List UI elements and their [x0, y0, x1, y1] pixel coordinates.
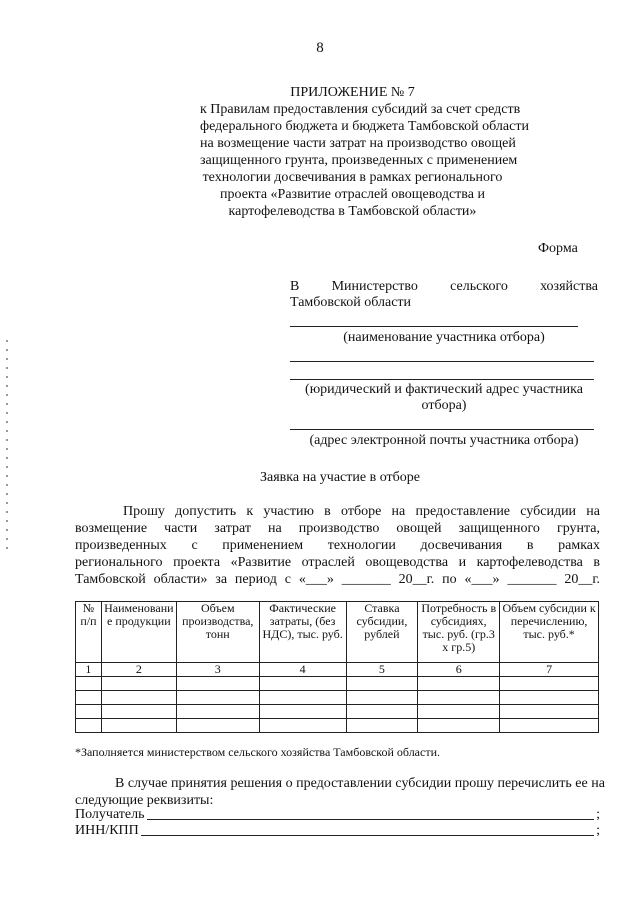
inn-kpp-label: ИНН/КПП — [75, 823, 139, 838]
column-number: 7 — [500, 663, 599, 677]
table-cell[interactable] — [259, 705, 346, 719]
table-cell[interactable] — [176, 677, 259, 691]
table-cell[interactable] — [346, 719, 418, 733]
column-number: 6 — [418, 663, 500, 677]
appendix-line: на возмещение части затрат на производство овощей — [200, 136, 516, 151]
participant-address-caption-2: отбора) — [421, 398, 467, 413]
table-header-row — [76, 602, 599, 663]
participant-name-caption: (наименование участника отбора) — [343, 330, 545, 345]
participant-email-caption: (адрес электронной почты участника отбора) — [309, 433, 579, 448]
addressee-word: сельского — [450, 279, 508, 294]
table-header-cell: Потребность в субсидиях, тыс. руб. (гр.3 х гр.5) — [418, 602, 500, 663]
table-cell[interactable] — [101, 705, 176, 719]
participant-address-caption-1: (юридический и фактический адрес участника — [305, 382, 583, 397]
appendix-line: технологии досвечивания в рамках регионального — [202, 170, 503, 185]
table-header-cell: Объем производства, тонн — [176, 602, 259, 663]
paragraph-line: следующие реквизиты: — [75, 793, 214, 808]
table-cell[interactable] — [418, 691, 500, 705]
table-cell[interactable] — [76, 705, 102, 719]
table-cell[interactable] — [346, 691, 418, 705]
participant-name-field[interactable] — [290, 326, 578, 327]
paragraph-line: произведенных с применением технологии досвечивания в рамках — [75, 538, 600, 553]
recipient-label: Получатель — [75, 807, 145, 822]
table-cell[interactable] — [76, 677, 102, 691]
table-cell[interactable] — [76, 719, 102, 733]
table-cell[interactable] — [418, 677, 500, 691]
table-row — [76, 705, 599, 719]
appendix-line: к Правилам предоставления субсидий за счет средств — [200, 102, 521, 117]
table-column-numbers-row — [76, 663, 599, 677]
table-row — [76, 719, 599, 733]
table-cell[interactable] — [176, 705, 259, 719]
subsidy-table — [75, 601, 599, 733]
table-row — [76, 691, 599, 705]
table-cell[interactable] — [500, 677, 599, 691]
table-cell[interactable] — [259, 677, 346, 691]
table-footnote: *Заполняется министерством сельского хозяйства Тамбовской области. — [75, 745, 441, 759]
column-number: 3 — [176, 663, 259, 677]
table-cell[interactable] — [101, 677, 176, 691]
addressee-line-2: Тамбовской области — [290, 295, 412, 310]
appendix-title: ПРИЛОЖЕНИЕ № 7 — [290, 85, 415, 100]
form-label: Форма — [538, 241, 578, 256]
inn-kpp-row — [75, 823, 600, 839]
table-cell[interactable] — [76, 691, 102, 705]
appendix-line: федерального бюджета и бюджета Тамбовской области — [200, 119, 529, 134]
column-number: 2 — [101, 663, 176, 677]
table-cell[interactable] — [101, 691, 176, 705]
recipient-terminator: ; — [596, 807, 600, 822]
table-header-cell: № п/п — [76, 602, 102, 663]
table-cell[interactable] — [176, 691, 259, 705]
table-cell[interactable] — [346, 677, 418, 691]
table-header-cell: Фактические затраты, (без НДС), тыс. руб. — [259, 602, 346, 663]
paragraph-line: Прошу допустить к участию в отборе на предоставление субсидии на — [123, 504, 600, 519]
table-cell[interactable] — [101, 719, 176, 733]
recipient-field[interactable] — [147, 819, 595, 820]
table-cell[interactable] — [346, 705, 418, 719]
appendix-line: защищенного грунта, произведенных с применением — [200, 153, 518, 168]
inn-kpp-field[interactable] — [141, 835, 594, 836]
table-cell[interactable] — [418, 705, 500, 719]
appendix-block — [200, 84, 529, 220]
table-header-cell: Объем субсидии к перечислению, тыс. руб.* — [500, 602, 599, 663]
participant-email-field[interactable] — [290, 429, 594, 430]
request-paragraph — [75, 503, 600, 588]
addressee-word: хозяйства — [540, 279, 598, 294]
recipient-row — [75, 807, 600, 823]
inn-kpp-terminator: ; — [596, 823, 600, 838]
table-cell[interactable] — [500, 691, 599, 705]
table-cell[interactable] — [500, 719, 599, 733]
addressee-word: Министерство — [331, 279, 418, 294]
payment-paragraph — [75, 775, 605, 809]
addressee-line-1 — [290, 279, 598, 295]
column-number: 5 — [346, 663, 418, 677]
table-cell[interactable] — [259, 719, 346, 733]
table-cell[interactable] — [500, 705, 599, 719]
page-number: 8 — [316, 40, 324, 56]
paragraph-line: регионального проекта «Развитие отраслей овощеводства и картофелеводства в — [75, 555, 600, 570]
appendix-line: картофелеводства в Тамбовской области» — [228, 204, 477, 219]
column-number: 4 — [259, 663, 346, 677]
scan-edge-marks — [6, 340, 8, 550]
table-cell[interactable] — [176, 719, 259, 733]
participant-address-field-2[interactable] — [290, 379, 594, 380]
document-heading: Заявка на участие в отборе — [260, 470, 420, 485]
table-header-cell: Наименовани е продукции — [101, 602, 176, 663]
participant-address-field-1[interactable] — [290, 361, 594, 362]
paragraph-line: Тамбовской области» за период с «___» _______ 20__г. по «___» _______ 20__г. — [75, 572, 600, 587]
paragraph-line: В случае принятия решения о предоставлении субсидии прошу перечислить ее на — [115, 776, 605, 791]
addressee-word: В — [290, 279, 300, 294]
paragraph-line: возмещение части затрат на производство овощей защищенного грунта, — [75, 521, 600, 536]
table-cell[interactable] — [259, 691, 346, 705]
table-row — [76, 677, 599, 691]
table-cell[interactable] — [418, 719, 500, 733]
appendix-line: проекта «Развитие отраслей овощеводства и — [220, 187, 485, 202]
column-number: 1 — [76, 663, 102, 677]
table-header-cell: Ставка субсидии, рублей — [346, 602, 418, 663]
